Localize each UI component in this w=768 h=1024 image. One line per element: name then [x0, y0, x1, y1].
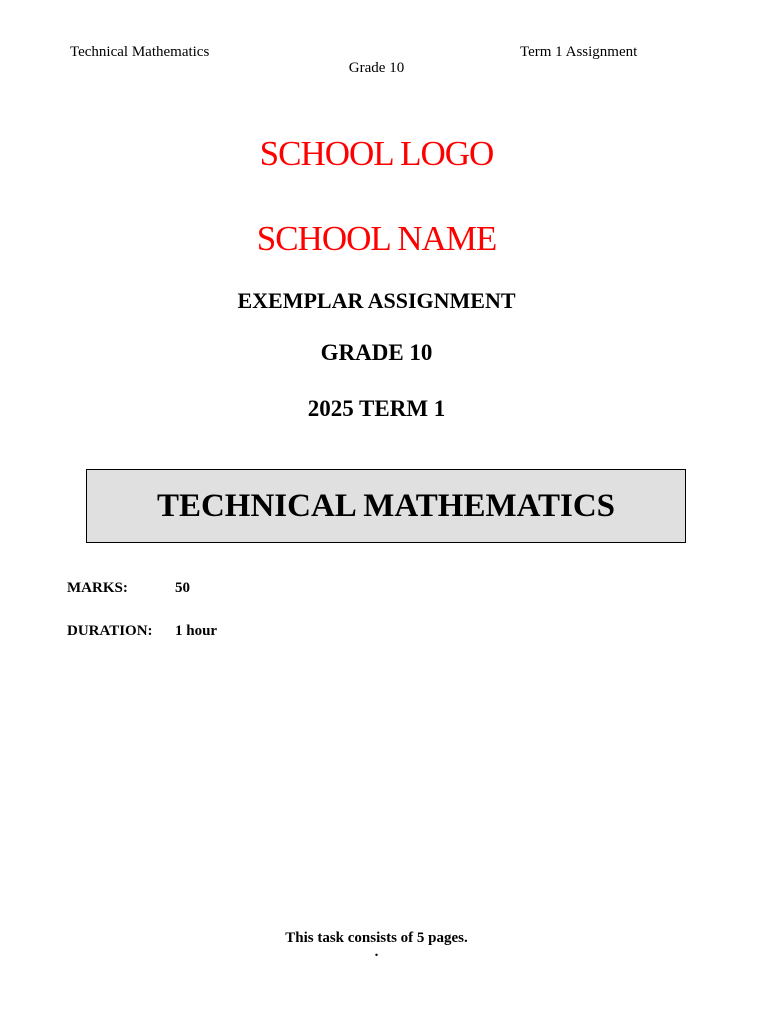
subject-title: TECHNICAL MATHEMATICS [156, 487, 616, 524]
duration-value: 1 hour [175, 623, 218, 639]
marks-value: 50 [175, 580, 190, 596]
footer-dot: . [374, 944, 379, 960]
header-subject: Technical Mathematics [70, 44, 210, 60]
school-logo-placeholder: SCHOOL LOGO [259, 134, 494, 173]
duration-label: DURATION: [67, 623, 153, 639]
subject-title-box [86, 469, 686, 543]
header-grade: Grade 10 [348, 60, 405, 76]
grade-heading: GRADE 10 [320, 340, 433, 365]
school-name-placeholder: SCHOOL NAME [256, 219, 497, 258]
term-heading: 2025 TERM 1 [307, 396, 446, 421]
page-count-note: This task consists of 5 pages. [285, 930, 468, 946]
header-assignment: Term 1 Assignment [520, 44, 638, 60]
assignment-type-heading: EXEMPLAR ASSIGNMENT [237, 288, 516, 313]
marks-label: MARKS: [67, 580, 128, 596]
